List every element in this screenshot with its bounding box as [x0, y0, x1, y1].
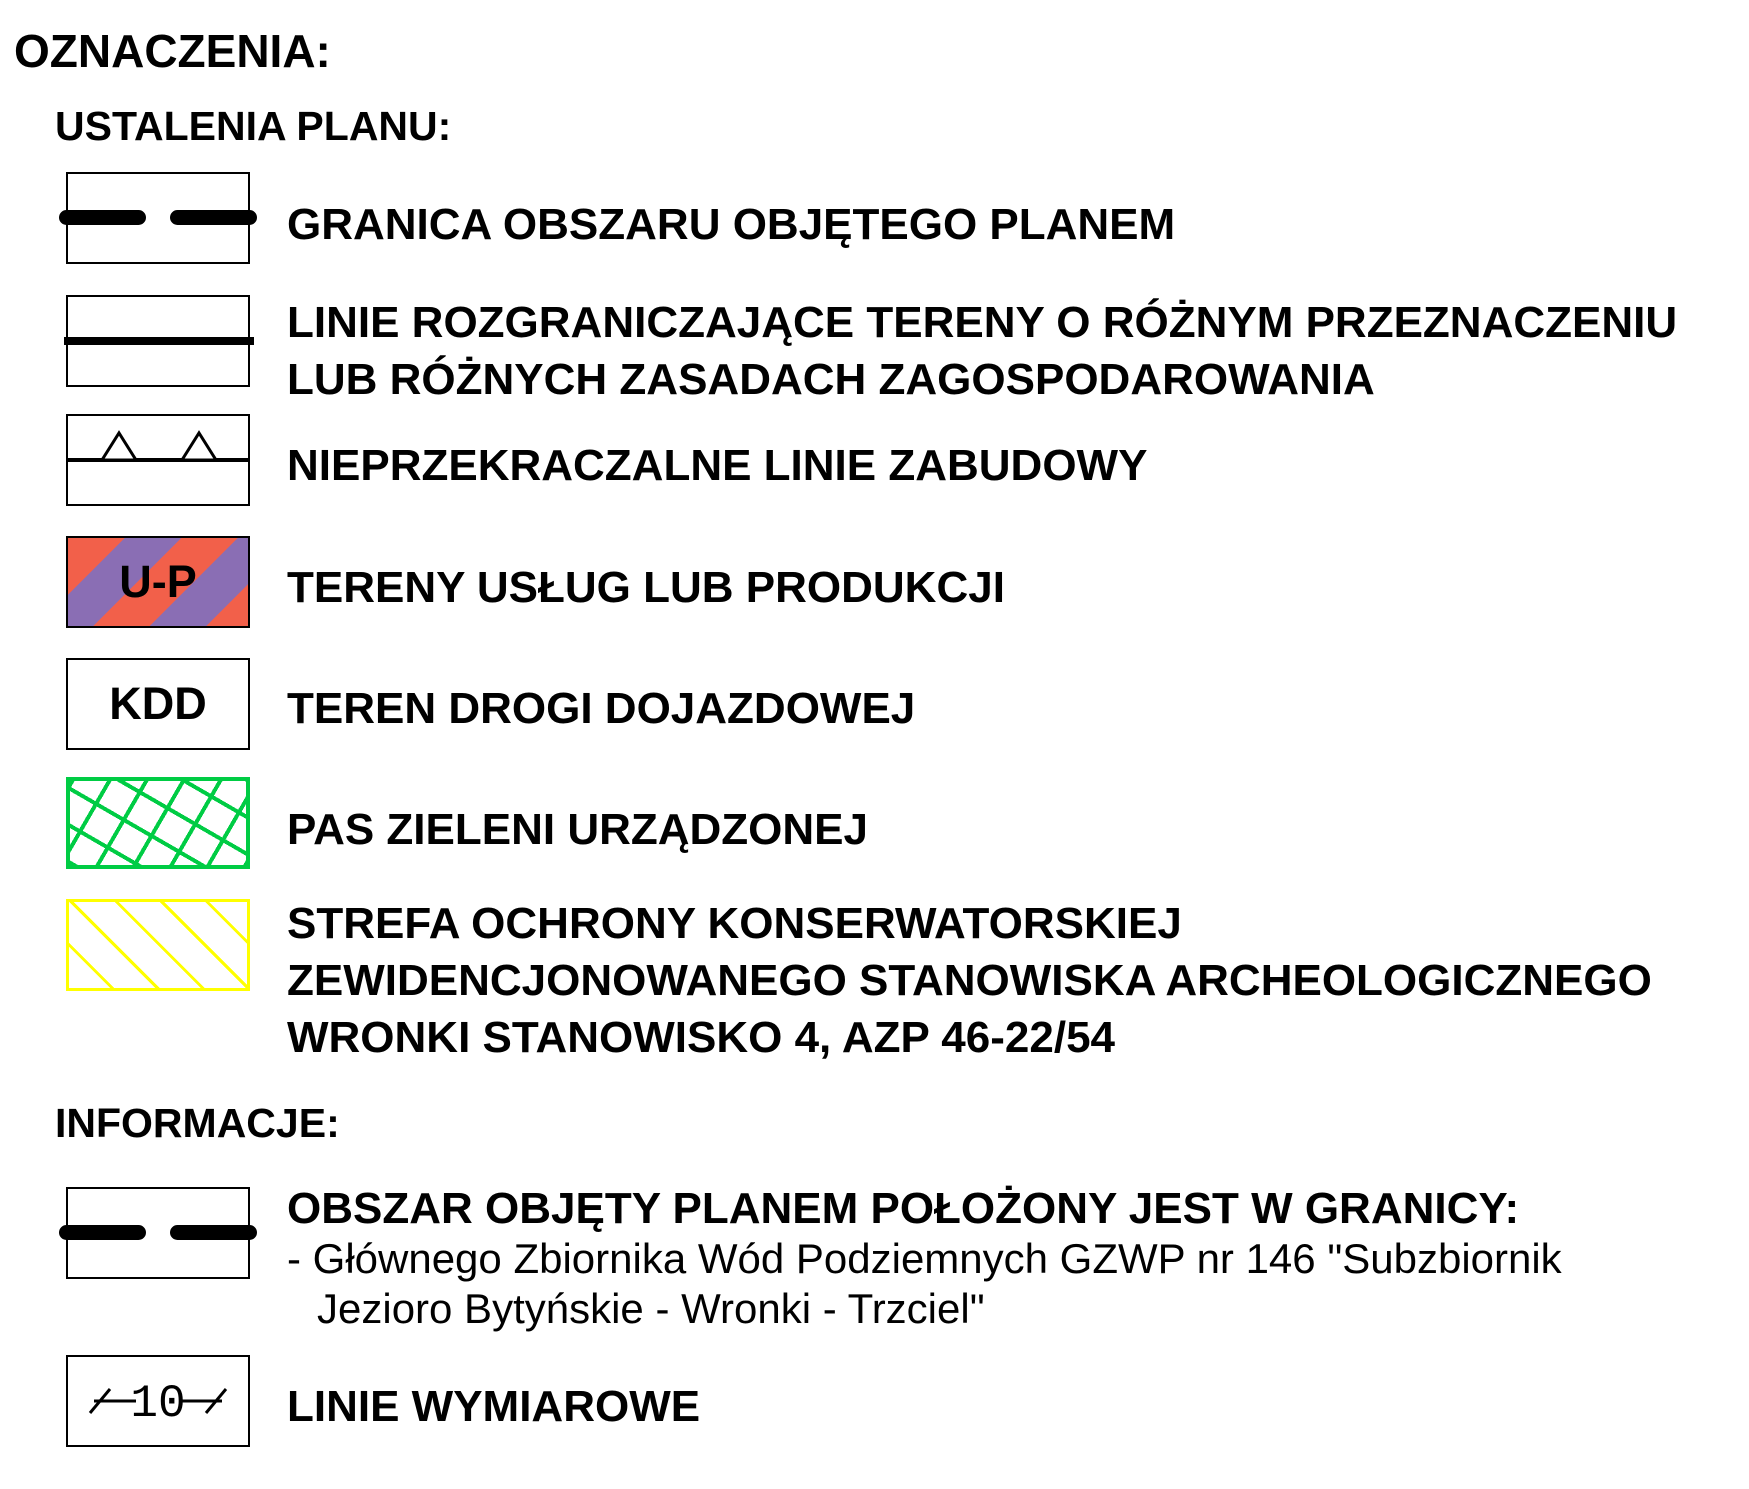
section-title-informacje: INFORMACJE: [55, 1100, 340, 1146]
label-teren-drogi: TEREN DROGI DOJAZDOWEJ [287, 684, 916, 733]
symbol-up-stripes-box [66, 536, 250, 628]
dimension-value: 10 [130, 1378, 186, 1430]
label-pas-zieleni: PAS ZIELENI URZĄDZONEJ [287, 805, 869, 854]
label-line: ZEWIDENCJONOWANEGO STANOWISKA ARCHEOLOGICZNEGO [287, 956, 1652, 1005]
up-code: U-P [119, 556, 197, 607]
label-line: STREFA OCHRONY KONSERWATORSKIEJ [287, 899, 1182, 948]
symbol-green-crosshatch-box [66, 777, 250, 869]
kdd-code: KDD [109, 678, 207, 729]
label-obszar-granicy [287, 1184, 1562, 1334]
plan-boundary-dash-icon [59, 210, 146, 225]
page-title: OZNACZENIA: [14, 25, 331, 77]
label-linie-wymiarowe: LINIE WYMIAROWE [287, 1382, 701, 1431]
label-line: LUB RÓŻNYCH ZASADACH ZAGOSPODAROWANIA [287, 355, 1375, 404]
symbol-yellow-hatch-box [66, 899, 250, 991]
obszar-boundary-dash-icon [170, 1225, 257, 1240]
label-granica-obszaru: GRANICA OBSZARU OBJĘTEGO PLANEM [287, 200, 1176, 249]
dividing-line-icon [64, 337, 254, 345]
label-linie-rozgraniczajace [287, 294, 1677, 408]
label-line: - Głównego Zbiornika Wód Podziemnych GZWP nr 146 "Subzbiornik [287, 1235, 1562, 1282]
label-nieprzekraczalne: NIEPRZEKRACZALNE LINIE ZABUDOWY [287, 441, 1148, 490]
label-line: WRONKI STANOWISKO 4, AZP 46-22/54 [287, 1013, 1116, 1062]
symbol-kdd-box [66, 658, 250, 750]
label-line: LINIE ROZGRANICZAJĄCE TERENY O RÓŻNYM PRZEZNACZENIU [287, 298, 1678, 347]
section-title-ustalenia: USTALENIA PLANU: [55, 103, 452, 149]
building-line-triangles-icon [66, 414, 250, 506]
label-strefa-ochrony [287, 895, 1652, 1066]
dimension-line-icon [66, 1355, 250, 1447]
label-line: OBSZAR OBJĘTY PLANEM POŁOŻONY JEST W GRANICY: [287, 1184, 1520, 1233]
label-tereny-uslug: TERENY USŁUG LUB PRODUKCJI [287, 563, 1005, 612]
plan-boundary-dash-icon [170, 210, 257, 225]
obszar-boundary-dash-icon [59, 1225, 146, 1240]
label-line: Jezioro Bytyńskie - Wronki - Trzciel" [317, 1285, 985, 1332]
